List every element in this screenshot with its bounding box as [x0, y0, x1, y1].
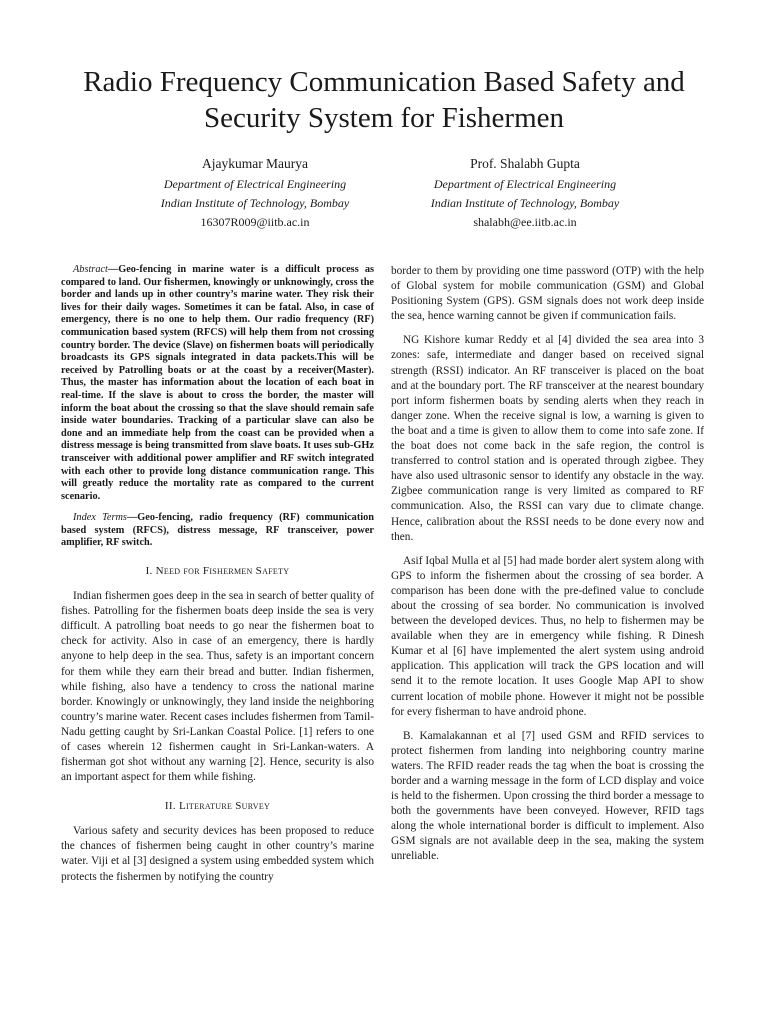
right-column [391, 264, 704, 874]
paragraph: Indian fishermen goes deep in the sea in search of better quality of fishes. Patrolling for the fishermen boats deep inside the sea is very difficult. A patrolling boat needs to go near the fishermen boat to check for activity. Also in case of an emergency, there is hardly anyone to help deep in the sea. Thus, safety is an important concern for them while they earn their bread and butter. Indian fishermen, while fishing, also have a tendency to cross the national marine border. Knowingly or unknowingly, they land inside the neighboring country’s marine water. Recent cases includes fishermen from Tamil-Nadu getting caught by Sri-Lankan Coastal Police. [1] refers to one of cases wherein 12 fishermen caught in Sri-Lankan-waters. A fisherman got shot without any warning [2]. Hence, security is also an important aspect for them while fishing. [61, 590, 375, 784]
paragraph: border to them by providing one time password (OTP) with the help of Global system for mobile communication (GSM) and Global Positioning System (GPS). GSM signals does not work deep inside the sea, hence warning cannot be given if communication fails. [391, 265, 704, 323]
abstract [61, 264, 374, 503]
paragraph: NG Kishore kumar Reddy et al [4] divided the sea area into 3 zones: safe, intermediate and danger based on received signal strength (RSSI) indicator. An RF transceiver is placed on the boat and at the boundary port. The RF transceiver at the nearest boundary port inform fishermen boats by sending alerts when they reach in danger zone. When the receive signal is low, a warning is given to the boat and a time is given to allow them to come into safe zone. If the boat does not come back in the safe region, the control is transferred to control station and is operated through zigbee. They have also used ultrasonic sensor to identify any obstacle in the way. Zigbee communication range is very limited as compared to RF communication. Also, the RSSI can vary due to climate change. Hence, calibration about the RSSI needs to be done every now and then. [391, 334, 704, 543]
index-terms-label: Index Terms [73, 512, 127, 524]
index-terms [61, 512, 374, 550]
title-line-1: Radio Frequency Communication Based Safety and [83, 66, 685, 98]
author-block-1 [105, 153, 405, 232]
section-heading-1 [61, 564, 374, 579]
index-terms-text: —Geo-fencing, radio frequency (RF) communication based system (RFCS), distress message, RF transceiver, power amplifier, RF switch. [61, 512, 374, 549]
section-number: I. [145, 565, 153, 578]
author-name: Ajaykumar Maurya [201, 156, 309, 171]
author-block-2 [375, 153, 675, 232]
paragraph: B. Kamalakannan et al [7] used GSM and RFID services to protect fishermen from landing into neighboring country marine waters. The RFID reader reads the tag when the boat is crossing the border and a warning message in the form of LCD display and voice is held to the fishermen. Upon crossing the third border a message to both the governments have been conveyed. However, RFID tags along the whole international border is difficult to implement. Also GSM signals are not available deep in the sea, making the system unreliable. [391, 729, 704, 863]
author-institute: Indian Institute of Technology, Bombay [160, 196, 350, 210]
author-department: Department of Electrical Engineering [433, 177, 617, 191]
title-line-2: Security System for Fishermen [203, 102, 565, 134]
section-title: Literature Survey [178, 800, 271, 813]
abstract-label: Abstract [73, 264, 108, 275]
paragraph: Asif Iqbal Mulla et al [5] had made border alert system along with GPS to inform the fishermen about the crossing of sea border. A comparison has been done with the pre-defined value to conclude about the crossing of sea border. No communication is involved between the developed devices. Thus, no help to fishermen may be available when they are in emergency while fishing. R Dinesh Kumar et al [6] have implemented the alert system using android application. This application will track the GPS location and will send it to the remote location. It uses Google Map API to show current location of mobile phone. However it might not be possible for every fisherman to have android phone. [391, 554, 704, 718]
author-email: 16307R009@iitb.ac.in [200, 215, 310, 229]
left-column [61, 264, 374, 894]
abstract-text: —Geo-fencing in marine water is a difficult process as compared to land. Our fishermen, knowingly or unknowingly, cross the border and lands up in other country’s marine water. They risk their lives for their daily wages. Sometimes it can be fatal. Also, in case of emergency, there is no one to help them. Our radio frequency (RF) communication based system (RFCS) will help them from not crossing country border. The device (Slave) on fishermen boats will periodically broadcasts its GPS signals integrated in data packets.This will be received by Patrolling boats or at the coast by a receiver(Master). Thus, the master has information about the location of each boat in real-time. If the slave is about to cross the border, the master will inform the boat about the crossing so that the slave should remain safe inside water boundaries. Tracking of a particular slave can also be done and an immediate help from the coast can be provided when a distress message is being transmitted from slave boats. It uses sub-GHz transceiver with additional power amplifier and RF switch integrated with each other to provide long distance communication range. This will greatly reduce the mortality rate as compared to the current scenario. [61, 264, 374, 502]
author-department: Department of Electrical Engineering [163, 177, 347, 191]
paper-title [40, 64, 728, 136]
author-name: Prof. Shalabh Gupta [470, 156, 580, 171]
author-email: shalabh@ee.iitb.ac.in [473, 215, 577, 229]
section-heading-2 [61, 799, 374, 814]
section-number: II. [164, 800, 176, 813]
author-institute: Indian Institute of Technology, Bombay [430, 196, 620, 210]
section-title: Need for Fishermen Safety [155, 565, 290, 578]
paragraph: Various safety and security devices has been proposed to reduce the chances of fishermen being caught in other country’s marine water. Viji et al [3] designed a system using embedded system which protects the fishermen by notifying the country [61, 825, 374, 883]
